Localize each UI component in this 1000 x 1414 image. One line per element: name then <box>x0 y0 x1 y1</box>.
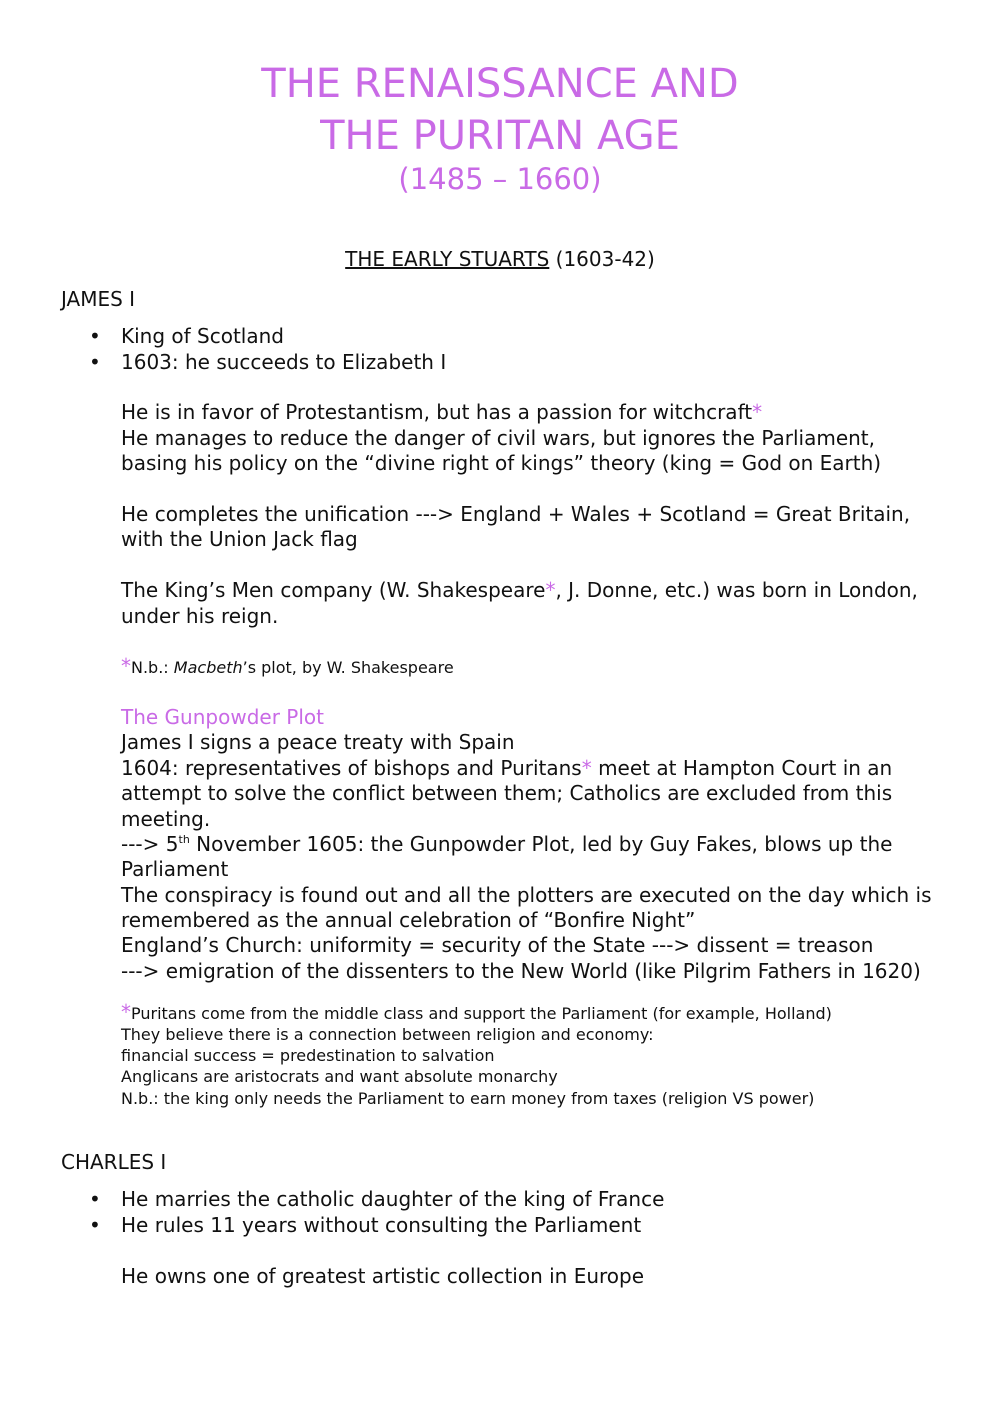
ordinal-suffix: th <box>178 833 190 846</box>
gunpowder-line-2-start: 1604: representatives of bishops and Puritans <box>121 756 582 780</box>
section-dates: (1603-42) <box>555 247 655 271</box>
gunpowder-line-5-start: ---> 5 <box>121 832 179 856</box>
footnote-star: * <box>752 400 763 424</box>
james-para-6 <box>121 577 918 603</box>
gunpowder-line-8: remembered as the annual celebration of “Bonfire Night” <box>121 908 696 932</box>
james-para-3: basing his policy on the “divine right of kings” theory (king = God on Earth) <box>121 451 882 475</box>
footnote-star: * <box>121 1000 131 1024</box>
gunpowder-line-2 <box>121 755 892 781</box>
james-bullet-2: 1603: he succeeds to Elizabeth I <box>121 350 447 374</box>
puritan-note-1 <box>121 1002 832 1024</box>
puritan-note-3: financial success = predestination to salvation <box>121 1046 495 1065</box>
puritan-note-4: Anglicans are aristocrats and want absolute monarchy <box>121 1067 558 1086</box>
section-heading <box>0 246 1000 272</box>
gunpowder-line-4: meeting. <box>121 807 211 831</box>
footnote-star: * <box>545 578 556 602</box>
puritan-note-5: N.b.: the king only needs the Parliament to earn money from taxes (religion VS power) <box>121 1089 815 1108</box>
gunpowder-heading: The Gunpowder Plot <box>121 705 324 729</box>
james-bullet-1: King of Scotland <box>121 324 284 348</box>
footnote-star: * <box>581 756 592 780</box>
james-para-5: with the Union Jack flag <box>121 527 358 551</box>
gunpowder-line-5 <box>121 831 892 857</box>
charles-heading: CHARLES I <box>61 1150 167 1174</box>
section-title: THE EARLY STUARTS <box>345 247 550 271</box>
james-para-7: under his reign. <box>121 604 279 628</box>
gunpowder-line-9: England’s Church: uniformity = security of the State ---> dissent = treason <box>121 933 874 957</box>
bullet-dot: • <box>89 1213 101 1237</box>
puritan-note-2: They believe there is a connection between religion and economy: <box>121 1025 654 1044</box>
james-para-1-text: He is in favor of Protestantism, but has a passion for witchcraft <box>121 400 753 424</box>
footnote-rest: ’s plot, by W. Shakespeare <box>242 658 454 677</box>
james-para-1 <box>121 399 762 425</box>
gunpowder-line-2-end: meet at Hampton Court in an <box>591 756 893 780</box>
gunpowder-line-1: James I signs a peace treaty with Spain <box>121 730 515 754</box>
charles-bullet-2: He rules 11 years without consulting the Parliament <box>121 1213 642 1237</box>
charles-para-1: He owns one of greatest artistic collection in Europe <box>121 1264 645 1288</box>
gunpowder-line-10: ---> emigration of the dissenters to the New World (like Pilgrim Fathers in 1620) <box>121 959 921 983</box>
title-line-2: THE PURITAN AGE <box>320 113 680 159</box>
james-para-6-end: , J. Donne, etc.) was born in London, <box>555 578 918 602</box>
gunpowder-line-5-end: November 1605: the Gunpowder Plot, led by Guy Fakes, blows up the <box>189 832 893 856</box>
bullet-dot: • <box>89 324 101 348</box>
james-para-6-start: The King’s Men company (W. Shakespeare <box>121 578 546 602</box>
gunpowder-line-7: The conspiracy is found out and all the plotters are executed on the day which is <box>121 883 932 907</box>
james-heading: JAMES I <box>61 287 136 311</box>
gunpowder-line-3: attempt to solve the conflict between them; Catholics are excluded from this <box>121 781 893 805</box>
james-footnote <box>121 656 454 678</box>
charles-bullet-1: He marries the catholic daughter of the king of France <box>121 1187 665 1211</box>
footnote-play-title: Macbeth <box>173 658 243 677</box>
james-para-4: He completes the unification ---> England + Wales + Scotland = Great Britain, <box>121 502 911 526</box>
title-line-1: THE RENAISSANCE AND <box>261 61 739 107</box>
footnote-star: * <box>121 654 131 678</box>
bullet-dot: • <box>89 350 101 374</box>
puritan-note-1-text: Puritans come from the middle class and support the Parliament (for example, Holland) <box>131 1004 832 1023</box>
bullet-dot: • <box>89 1187 101 1211</box>
james-para-2: He manages to reduce the danger of civil wars, but ignores the Parliament, <box>121 426 876 450</box>
gunpowder-line-6: Parliament <box>121 857 229 881</box>
title-dates: (1485 – 1660) <box>398 162 602 196</box>
footnote-prefix: N.b.: <box>131 658 174 677</box>
